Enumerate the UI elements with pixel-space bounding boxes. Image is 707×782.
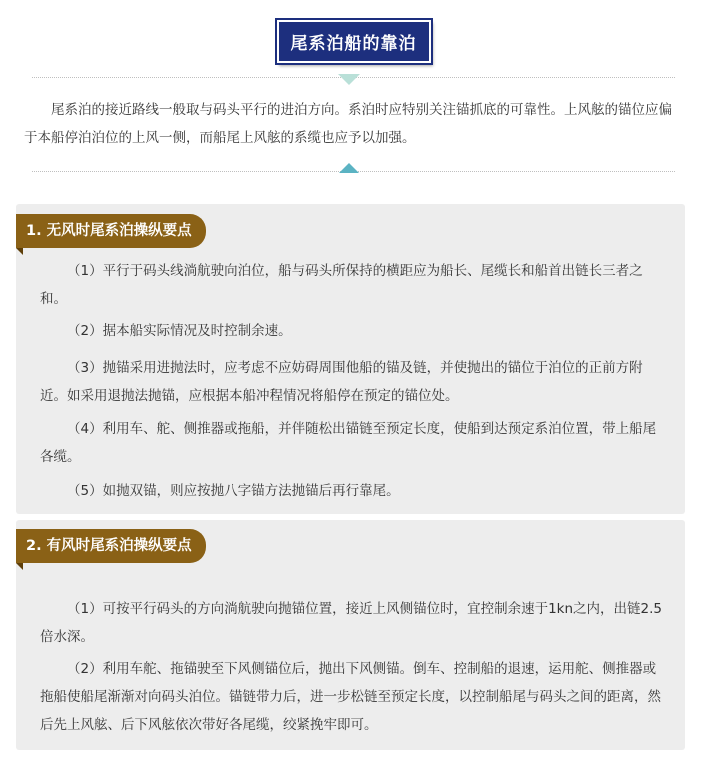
heading-fold-icon	[16, 563, 23, 570]
section-1-item-5: （5）如抛双锚，则应按抛八字锚方法抛锚后再行靠尾。	[67, 483, 400, 499]
title-wrapper	[0, 20, 707, 63]
section-2-item-2: （2）利用车舵、拖锚驶至下风侧锚位后，抛出下风侧锚。倒车、控制船的退速，运用舵、侧推器或拖船使船尾渐渐对向码头泊位。锚链带力后，进一步松链至预定长度，以控制船尾与码头之间的距离，然后先上风舷、后下风舷依次带好各尾缆，绞紧挽牢即可。	[40, 661, 661, 733]
down-triangle-icon	[338, 74, 360, 85]
heading-fold-icon	[16, 248, 23, 255]
section-1-item-1: （1）平行于码头线淌航驶向泊位，船与码头所保持的横距应为船长、尾缆长和船首出链长三者之和。	[40, 263, 643, 307]
section-1-item-3: （3）抛锚采用进抛法时，应考虑不应妨碍周围他船的锚及链，并使抛出的锚位于泊位的正前方附近。如采用退抛法抛锚，应根据本船冲程情况将船停在预定的锚位处。	[40, 360, 643, 404]
section-1-heading-text: 1. 无风时尾系泊操纵要点	[26, 223, 192, 239]
section-1-item-4: （4）利用车、舵、侧推器或拖船，并伴随松出锚链至预定长度，使船到达预定系泊位置，带上船尾各缆。	[40, 421, 657, 465]
intro-paragraph: 尾系泊的接近路线一般取与码头平行的进泊方向。系泊时应特别关注锚抓底的可靠性。上风舷的锚位应偏于本船停泊泊位的上风一侧，而船尾上风舷的系缆也应予以加强。	[24, 102, 672, 146]
section-2-item-1: （1）可按平行码头的方向淌航驶向抛锚位置，接近上风侧锚位时，宜控制余速于1kn之内，出链2.5倍水深。	[40, 601, 663, 645]
section-1-item-2: （2）据本船实际情况及时控制余速。	[67, 323, 292, 339]
page-title: 尾系泊船的靠泊	[277, 20, 431, 63]
section-2-heading-text: 2. 有风时尾系泊操纵要点	[26, 538, 192, 554]
section-1-heading	[16, 214, 206, 248]
up-triangle-icon	[339, 163, 359, 173]
section-2-heading	[16, 529, 206, 563]
